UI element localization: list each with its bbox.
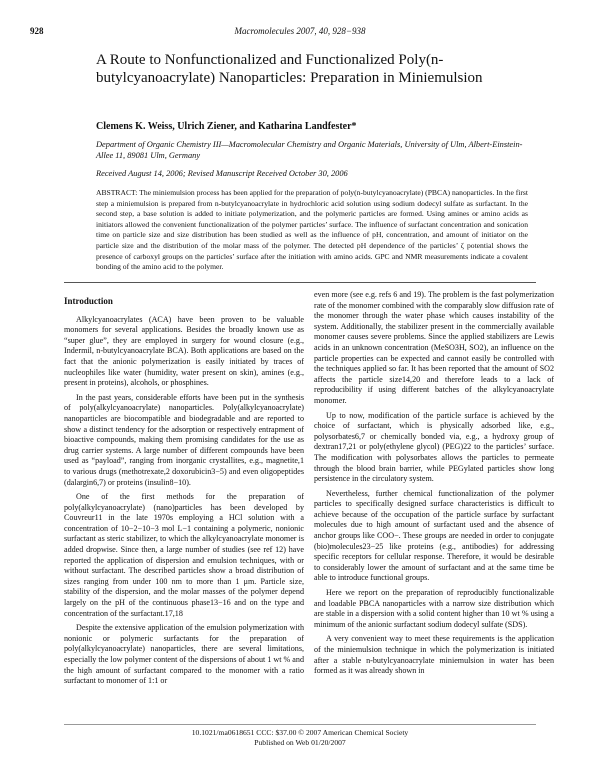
paragraph: One of the first methods for the preparation of poly(alkylcyanoacrylate) (nano)particles has been developed by Couvreur11 in the late 1970s employing a HCl solution with a concentration of 10−2−10−3 mol L−1 containing a polymeric, nonionic surfactant as steric stabilizer, to which the alkylcyanoacrylate monomer is added dropwise. Since then, a large number of studies (see ref 12) have reported the application of dispersion and emulsion techniques, with or without surfactant. The described particles show a broad distribution of sizes ranging from under 100 nm to more than 1 μm. Particle size, stability of the dispersion, and the molar masses of the polymer depend largely on the pH of the continuous phase13−16 and on the type and concentration of the surfactant.17,18	[64, 492, 304, 618]
left-column	[64, 290, 304, 691]
journal-citation: Macromolecules 2007, 40, 928−938	[234, 26, 366, 36]
article-title: A Route to Nonfunctionalized and Functionalized Poly(n-butylcyanoacrylate) Nanoparticles: Preparation in Miniemulsion	[96, 52, 483, 86]
author-list: Clemens K. Weiss, Ulrich Ziener, and Katharina Landfester*	[96, 121, 357, 132]
right-column	[314, 290, 554, 681]
affiliation: Department of Organic Chemistry III—Macromolecular Chemistry and Organic Materials, University of Ulm, Albert-Einstein-Allee 11, 89081 Ulm, Germany	[96, 140, 523, 160]
abstract: ABSTRACT: The miniemulsion process has been applied for the preparation of poly(n-butylcyanoacrylate) (PBCA) nanoparticles. In the first step a miniemulsion is prepared from n-butylcyanoacrylate in hydrochloric acid solution using sodium dodecyl sulfate as surfactant. In the second step, a base solution is added to initiate polymerization, and the polymeric particles are formed. Using amines or amino acids as initiators allowed the convenient functionalization of the polymer particles’ surface. The influence of surfactant concentration and sonication time on particle size and size distribution has been studied as well as the influence of pH, concentration, and amount of initiator on the particle size and the distribution of the molar mass of the polymer. The detected pH dependence of the particles’ ζ potential shows the presence of carboxyl groups on the particles’ surface after the initiation with amino acids. GPC and NMR measurements indicate a covalent bonding of the amino acid to the polymer.	[96, 188, 528, 272]
paragraph: Alkylcyanoacrylates (ACA) have been proven to be valuable monomers for several applications. Besides the broadly known use as “super glue”, they are employed in surgery for wound closure (e.g., Indermil, n-butylcyanoacrylate BCA). Both applications are based on the fact that the anionic polymerization is easily initiated by traces of nucleophiles like water (humidity, water present on skin), amines (e.g., present in proteins), alcohols, or phosphines.	[64, 314, 304, 388]
published-date: Published on Web 01/20/2007	[254, 738, 346, 747]
section-divider	[64, 282, 536, 283]
doi-copyright-line: 10.1021/ma0618651 CCC: $37.00 © 2007 American Chemical Society	[191, 728, 409, 737]
paragraph: even more (see e.g. refs 6 and 19). The problem is the fast polymerization rate of the monomer combined with the comparably slow diffusion rate of the monomer through the water phase which causes instability of the system. Additionally, the stabilizer present in the commercially available monomer causes severe problems. Since the applied stabilizers are Lewis acids in an unknown concentration (MeSO3H, SO2), an influence on the particle properties can be expected and cannot easily be controlled with the techniques applied so far. It has been reported that the amount of SO2 affects the particle size14,20 and therefore leads to a lack of reproducibility if using different batches of the alkylcyanoacrylate monomer.	[314, 290, 554, 405]
paragraph: Despite the extensive application of the emulsion polymerization with nonionic or polymeric surfactants for the preparation of poly(alkylcyanoacrylate) nanoparticles, there are several limitations, especially the low polymer content of the dispersions of about 1 wt % and the high amount of surfactant compared to the monomer with a ratio surfactant to monomer of 1:1 or	[64, 623, 304, 686]
paragraph: Nevertheless, further chemical functionalization of the polymer particles to specifically designed surface characteristics is difficult to achieve because of the occupation of the particle surface by surfactant molecules due to high amount of surfactant used and the absence of anchor groups like COO−. These groups are needed in order to conjugate (bio)molecules23−25 like proteins (e.g., antibodies) for addressing specific receptors for cellular response. Therefore, it would be desirable to considerably lower the amount of surfactant and at the same time be able to introduce functional groups.	[314, 488, 554, 583]
paragraph: Up to now, modification of the particle surface is achieved by the choice of surfactant, which is physically adsorbed like, e.g., polysorbates6,7 or chemically bonded via, e.g., a hydroxy group of dextran17,21 or poly(ethylene glycol) (PEG)22 to the particles’ surface. The modification with polysorbates allows the particles to permeate through the blood brain barrier, while PEGylated particles show long persistence in the circulatory system.	[314, 410, 554, 484]
section-heading-introduction: Introduction	[64, 296, 113, 306]
received-dates: Received August 14, 2006; Revised Manuscript Received October 30, 2006	[96, 169, 348, 178]
page-number: 928	[30, 26, 44, 36]
paragraph: In the past years, considerable efforts have been put in the synthesis of poly(alkylcyanoacrylate) nanoparticles. Poly(alkylcyanoacrylate) nanoparticles are biocompatible and biodegradable and are reported to show a distinct tendency for the adsorption or respectively entrapment of bioactive compounds, making them promising candidates for the use as drug carrier systems. A large number of different compounds have been used as “payload”, ranging from inorganic crystallites, e.g., magnetite,1 to various drugs (methotrexate,2 doxorubicin3−5) and even oligopeptides (dalargin6,7) or proteins (insulin8−10).	[64, 392, 304, 487]
paragraph: Here we report on the preparation of reproducibly functionalizable and loadable PBCA nanoparticles with a narrow size distribution which are stable in a dispersion with a solid content higher than 10 wt % using a minimum of the anionic surfactant sodium dodecyl sulfate (SDS).	[314, 588, 554, 629]
paragraph: A very convenient way to meet these requirements is the application of the miniemulsion technique in which the polymerization is initiated after a stable n-butylcyanoacrylate miniemulsion in water has been formed as it was already shown in	[314, 634, 554, 676]
running-header	[30, 26, 570, 40]
footer-divider	[64, 724, 536, 725]
page-footer	[0, 728, 600, 748]
